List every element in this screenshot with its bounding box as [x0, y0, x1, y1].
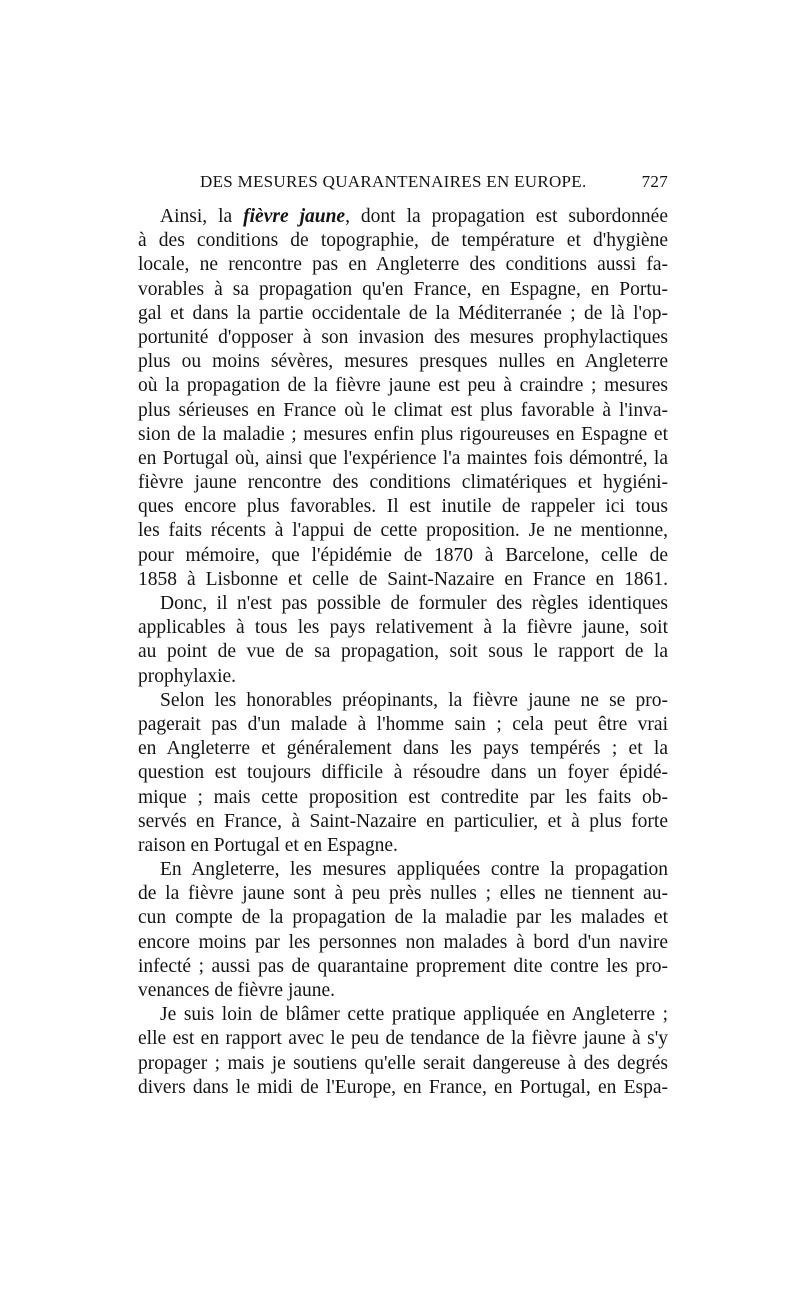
text-line: elle est en rapport avec le peu de tendance de la fièvre jaune à s'y — [138, 1028, 668, 1050]
text-line: en Angleterre et généralement dans les pays tempérés ; et la — [138, 738, 668, 760]
text-line: plus ou moins sévères, mesures presques nulles en Angleterre — [138, 351, 668, 373]
text-line: pour mémoire, que l'épidémie de 1870 à Barcelone, celle de — [138, 544, 668, 566]
running-header-title: DES MESURES QUARANTENAIRES EN EUROPE. — [200, 172, 587, 191]
text-line: les faits récents à l'appui de cette proposition. Je ne mentionne, — [138, 520, 668, 542]
text-line: à des conditions de topographie, de température et d'hygiène — [138, 230, 668, 252]
text-line: cun compte de la propagation de la maladie par les malades et — [138, 907, 668, 929]
paragraph — [138, 858, 668, 1003]
text-line: plus sérieuses en France où le climat est plus favorable à l'inva- — [138, 399, 668, 421]
text-line: Donc, il n'est pas possible de formuler des règles identiques — [160, 593, 668, 614]
page-number: 727 — [641, 172, 668, 191]
text-line: propager ; mais je soutiens qu'elle serait dangereuse à des degrés — [138, 1052, 668, 1074]
text-line: applicables à tous les pays relativement à la fièvre jaune, soit — [138, 617, 668, 639]
text-line: mique ; mais cette proposition est contredite par les faits ob- — [138, 786, 668, 808]
text-line: encore moins par les personnes non malades à bord d'un navire — [138, 931, 668, 953]
paragraph — [138, 205, 668, 592]
text-line: sion de la maladie ; mesures enfin plus rigoureuses en Espagne et — [138, 423, 668, 445]
text-line: servés en France, à Saint-Nazaire en particulier, et à plus forte — [138, 810, 668, 832]
text-line: Ainsi, la fièvre jaune, dont la propagation est subordonnée — [160, 206, 668, 227]
text-line: divers dans le midi de l'Europe, en France, en Portugal, en Espa- — [138, 1076, 668, 1098]
text-line: Je suis loin de blâmer cette pratique appliquée en Angleterre ; — [160, 1004, 668, 1026]
text-line: fièvre jaune rencontre des conditions climatériques et hygiéni- — [138, 472, 668, 494]
text-line: pagerait pas d'un malade à l'homme sain ; cela peut être vrai — [138, 713, 668, 735]
body-text — [138, 205, 668, 1100]
text-line: En Angleterre, les mesures appliquées contre la propagation — [160, 859, 668, 881]
text-line: où la propagation de la fièvre jaune est peu à craindre ; mesures — [138, 375, 668, 397]
paragraph — [138, 592, 668, 689]
running-header — [138, 172, 668, 198]
text-line: prophylaxie. — [138, 665, 237, 687]
text-line: 1858 à Lisbonne et celle de Saint-Nazaire en France en 1861. — [138, 568, 668, 590]
text-line: venances de fièvre jaune. — [138, 980, 336, 1001]
italic-phrase: fièvre jaune — [243, 206, 346, 227]
text-line: raison en Portugal et en Espagne. — [138, 834, 398, 856]
text-line: portunité d'opposer à son invasion des mesures prophylactiques — [138, 326, 668, 348]
text-line: question est toujours difficile à résoudre dans un foyer épidé- — [138, 762, 668, 784]
text-line: locale, ne rencontre pas en Angleterre des conditions aussi fa- — [138, 254, 668, 276]
text-line: infecté ; aussi pas de quarantaine proprement dite contre les pro- — [138, 955, 668, 977]
paragraph — [138, 1003, 668, 1100]
text-line: Selon les honorables préopinants, la fièvre jaune ne se pro- — [160, 689, 668, 711]
text-line: au point de vue de sa propagation, soit sous le rapport de la — [138, 641, 668, 663]
text-line: en Portugal où, ainsi que l'expérience l'a maintes fois démontré, la — [138, 447, 668, 469]
text-line: gal et dans la partie occidentale de la Méditerranée ; de là l'op- — [138, 302, 668, 324]
text-line: vorables à sa propagation qu'en France, en Espagne, en Portu- — [138, 278, 668, 300]
text-line: ques encore plus favorables. Il est inutile de rappeler ici tous — [138, 496, 668, 518]
text-line: de la fièvre jaune sont à peu près nulles ; elles ne tiennent au- — [138, 883, 668, 905]
paragraph — [138, 689, 668, 858]
